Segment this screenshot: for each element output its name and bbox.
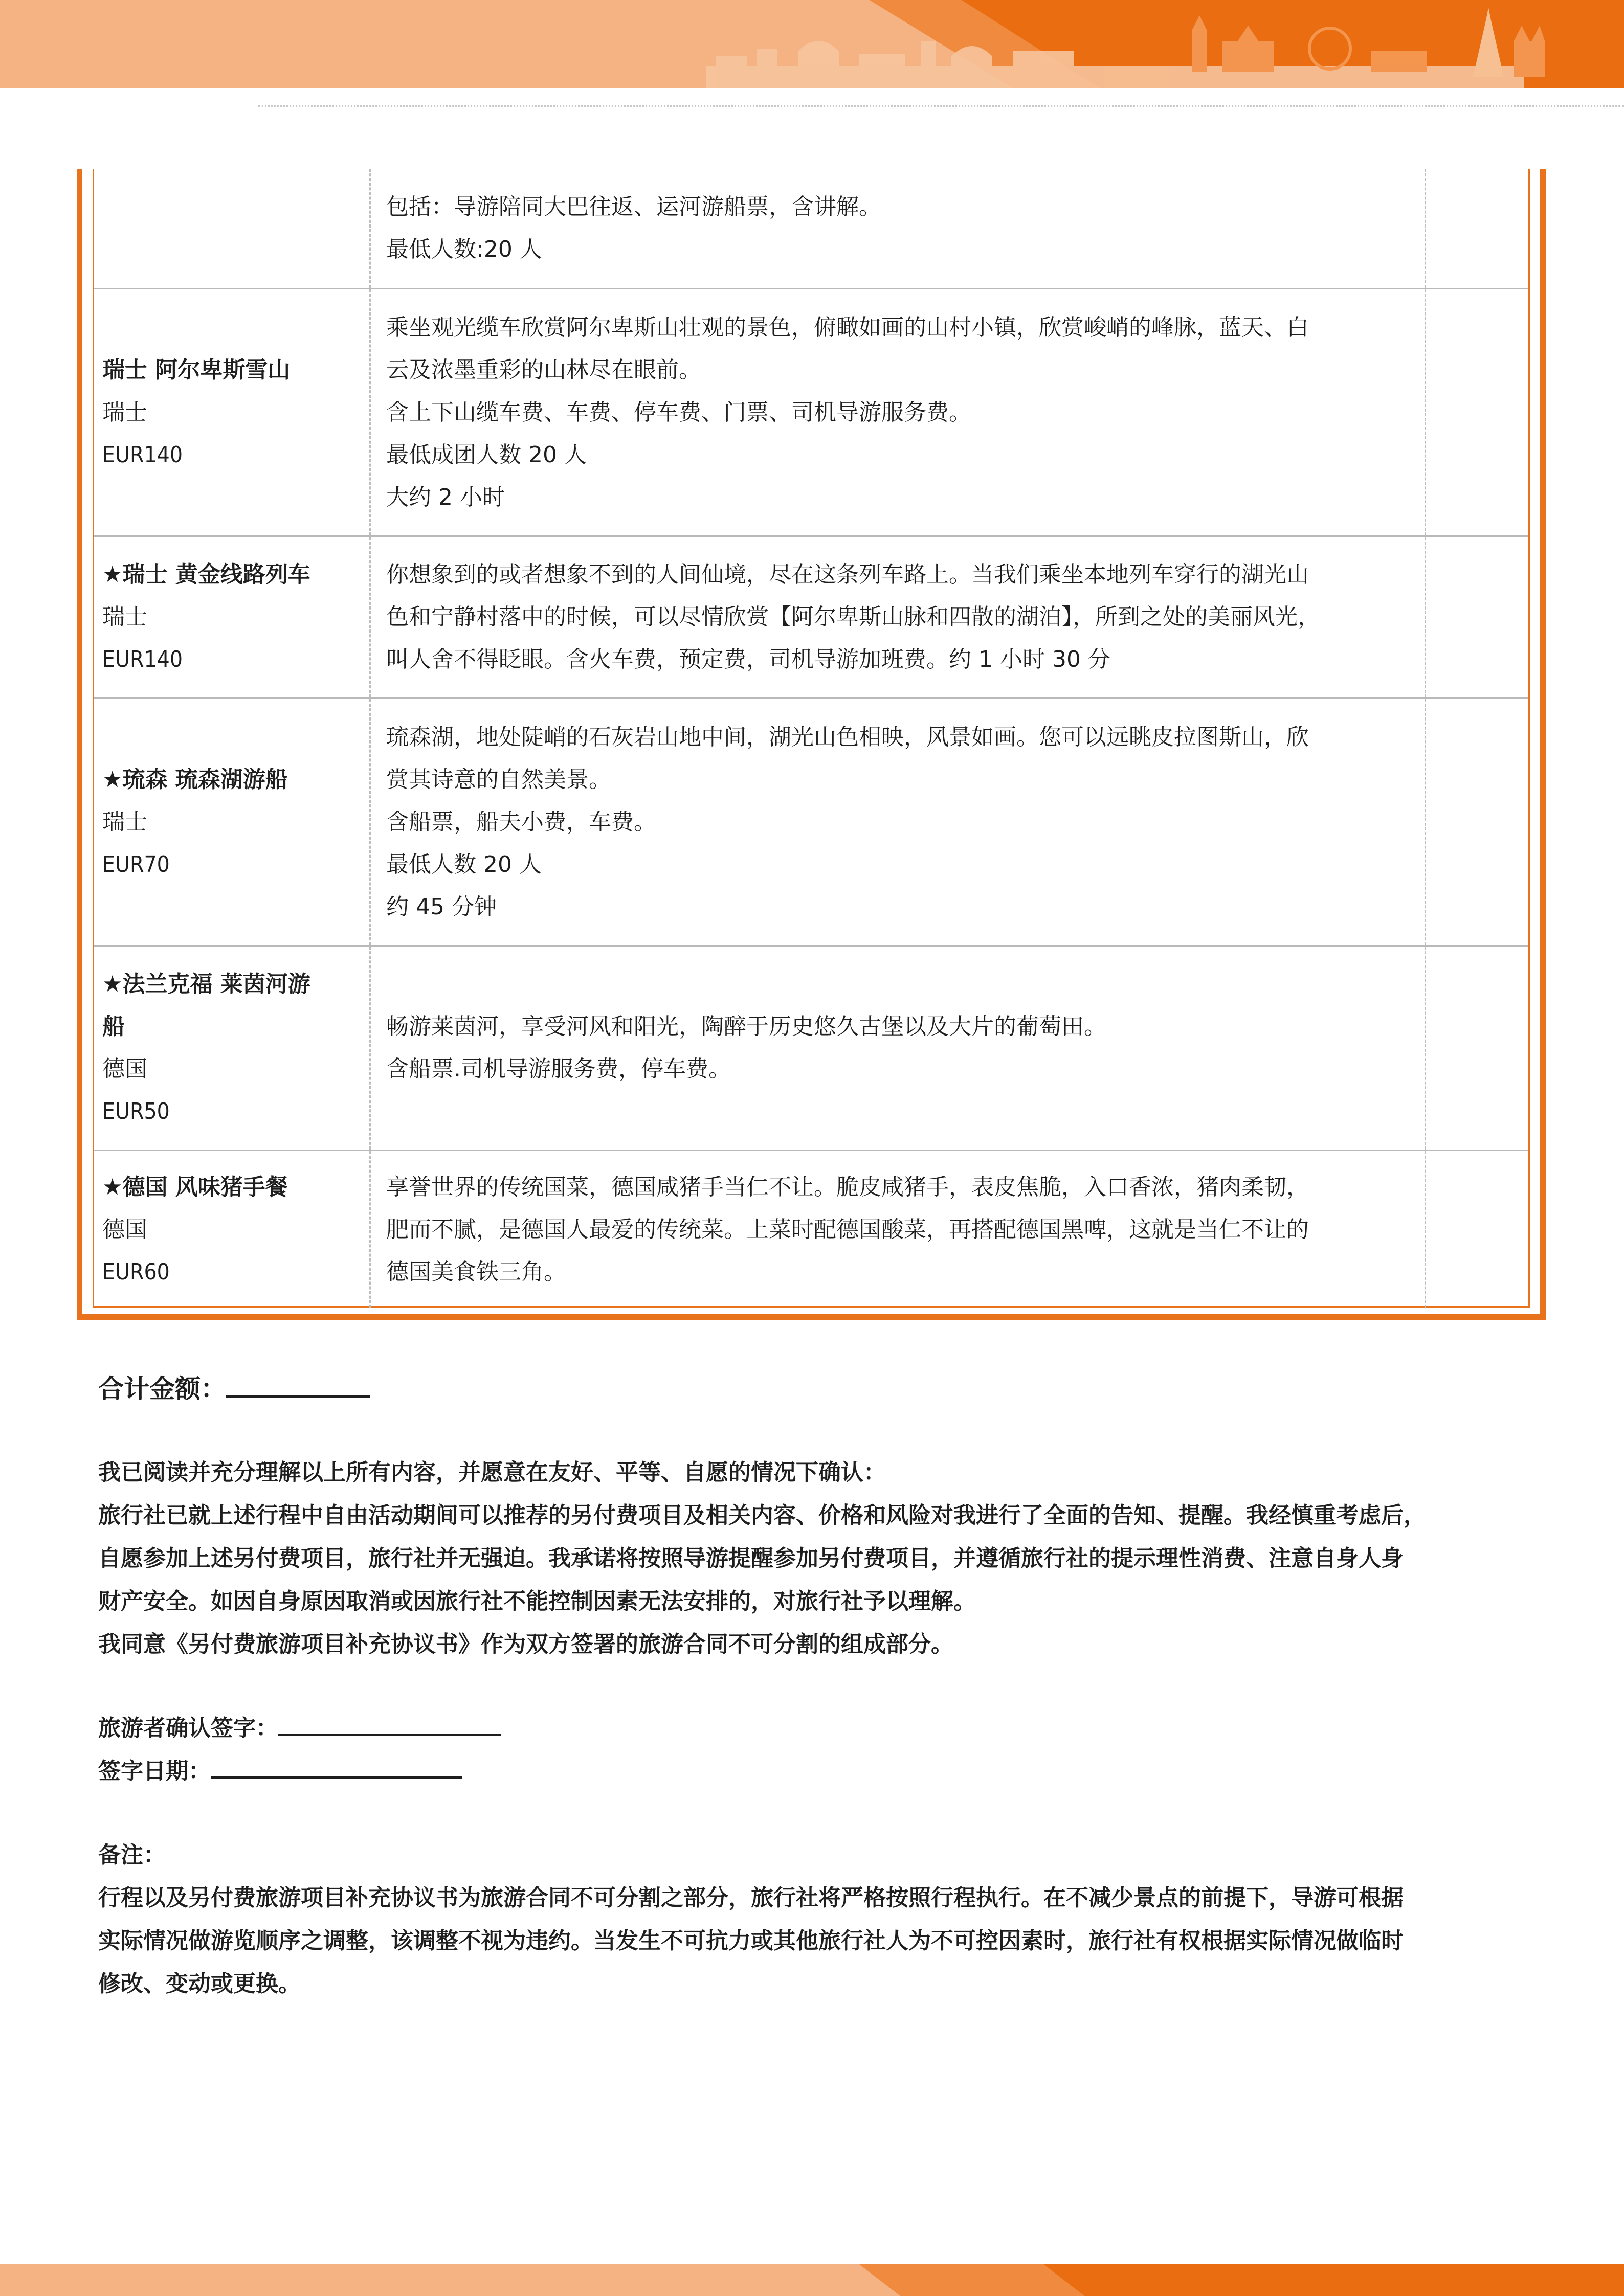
item-country: 瑞士 — [102, 808, 147, 835]
item-name-cell — [94, 169, 370, 288]
item-price: EUR140 — [102, 646, 183, 672]
total-label: 合计金额： — [98, 1374, 226, 1404]
item-name-cell — [94, 536, 370, 698]
table-row — [94, 169, 1528, 288]
header-banner — [0, 0, 1624, 88]
header-divider — [258, 105, 1624, 107]
table-row — [94, 1150, 1528, 1308]
item-desc-line: 享誉世界的传统国菜，德国咸猪手当仁不让。脆皮咸猪手，表皮焦脆，入口香浓，猪肉柔韧， — [386, 1174, 1309, 1200]
total-amount-field[interactable] — [226, 1390, 370, 1398]
signature-cell — [1426, 946, 1529, 1150]
item-desc-line: 最低成团人数 20 人 — [386, 441, 587, 468]
item-desc-line: 叫人舍不得眨眼。含火车费，预定费，司机导游加班费。约 1 小时 30 分 — [386, 646, 1110, 672]
confirmation-line: 财产安全。如因自身原因取消或因旅行社不能控制因素无法安排的，对旅行社予以理解。 — [98, 1588, 976, 1614]
item-desc-line: 畅游莱茵河，享受河风和阳光，陶醉于历史悠久古堡以及大片的葡萄田。 — [386, 1014, 1106, 1040]
footer-banner — [0, 2264, 1624, 2296]
item-country: 瑞士 — [102, 604, 147, 630]
item-desc-line: 约 45 分钟 — [386, 893, 497, 920]
item-name-cell — [94, 1150, 370, 1308]
remarks-section — [98, 1834, 1404, 2006]
item-desc-line: 肥而不腻，是德国人最爱的传统菜。上菜时配德国酸菜，再搭配德国黑啤，这就是当仁不让的 — [386, 1216, 1309, 1243]
confirmation-line: 我已阅读并充分理解以上所有内容，并愿意在友好、平等、自愿的情况下确认： — [98, 1459, 886, 1485]
confirmation-text — [98, 1451, 1426, 1666]
remarks-line: 修改、变动或更换。 — [98, 1971, 301, 1997]
signature-cell — [1426, 1150, 1529, 1308]
date-row — [98, 1750, 501, 1793]
item-desc-line: 含上下山缆车费、车费、停车费、门票、司机导游服务费。 — [386, 399, 971, 425]
item-desc-line: 你想象到的或者想象不到的人间仙境，尽在这条列车路上。当我们乘坐本地列车穿行的湖光山 — [386, 561, 1309, 588]
item-desc-line: 德国美食铁三角。 — [386, 1258, 566, 1285]
item-name-cell — [94, 698, 370, 946]
remarks-title: 备注： — [98, 1842, 166, 1868]
signature-cell — [1426, 698, 1529, 946]
item-price: EUR60 — [102, 1258, 170, 1285]
item-title: ★琉森 琉森湖游船 — [102, 766, 288, 793]
item-title: 船 — [102, 1014, 125, 1040]
item-name-cell — [94, 946, 370, 1150]
item-desc-line: 云及浓墨重彩的山林尽在眼前。 — [386, 356, 701, 383]
date-field[interactable] — [211, 1771, 462, 1779]
item-desc-line: 最低人数:20 人 — [386, 236, 542, 263]
item-desc-line: 含船票，船夫小费，车费。 — [386, 808, 656, 835]
confirmation-line: 自愿参加上述另付费项目，旅行社并无强迫。我承诺将按照导游提醒参加另付费项目，并遵循旅行社的提示理性消费、注意自身人身 — [98, 1545, 1404, 1571]
signature-cell — [1426, 536, 1529, 698]
signature-field[interactable] — [278, 1728, 501, 1736]
total-amount — [98, 1367, 370, 1410]
item-desc-cell — [370, 536, 1426, 698]
excursion-table — [77, 169, 1546, 1320]
item-country: 德国 — [102, 1216, 147, 1243]
table-row — [94, 536, 1528, 698]
item-country: 瑞士 — [102, 399, 147, 425]
confirmation-line: 旅行社已就上述行程中自由活动期间可以推荐的另付费项目及相关内容、价格和风险对我进行了全面的告知、提醒。我经慎重考虑后， — [98, 1502, 1426, 1528]
item-desc-cell — [370, 698, 1426, 946]
signature-cell — [1426, 288, 1529, 536]
item-price: EUR140 — [102, 441, 183, 468]
item-title: ★瑞士 黄金线路列车 — [102, 561, 310, 588]
remarks-line: 实际情况做游览顺序之调整，该调整不视为违约。当发生不可抗力或其他旅行社人为不可控因素时，旅行社有权根据实际情况做临时 — [98, 1928, 1404, 1954]
confirmation-line: 我同意《另付费旅游项目补充协议书》作为双方签署的旅游合同不可分割的组成部分。 — [98, 1631, 953, 1657]
date-label: 签字日期： — [98, 1758, 211, 1784]
item-desc-line: 包括：导游陪同大巴往返、运河游船票，含讲解。 — [386, 194, 881, 220]
signature-label: 旅游者确认签字： — [98, 1715, 278, 1741]
item-country: 德国 — [102, 1056, 147, 1082]
table-row — [94, 698, 1528, 946]
item-desc-cell — [370, 1150, 1426, 1308]
item-name-cell — [94, 288, 370, 536]
item-desc-line: 最低人数 20 人 — [386, 851, 542, 877]
item-price: EUR70 — [102, 851, 170, 877]
item-title: ★德国 风味猪手餐 — [102, 1174, 288, 1200]
table-row — [94, 288, 1528, 536]
item-title: ★法兰克福 莱茵河游 — [102, 971, 310, 997]
item-desc-line: 大约 2 小时 — [386, 484, 505, 510]
item-desc-line: 含船票.司机导游服务费，停车费。 — [386, 1056, 731, 1082]
item-price: EUR50 — [102, 1098, 170, 1124]
item-desc-line: 琉森湖，地处陡峭的石灰岩山地中间，湖光山色相映，风景如画。您可以远眺皮拉图斯山，欣 — [386, 724, 1309, 750]
item-desc-cell — [370, 169, 1426, 288]
item-desc-line: 赏其诗意的自然美景。 — [386, 766, 611, 793]
item-desc-line: 色和宁静村落中的时候，可以尽情欣赏【阿尔卑斯山脉和四散的湖泊】，所到之处的美丽风光， — [386, 604, 1320, 630]
item-desc-cell — [370, 288, 1426, 536]
signature-section — [98, 1707, 501, 1793]
item-desc-line: 乘坐观光缆车欣赏阿尔卑斯山壮观的景色，俯瞰如画的山村小镇，欣赏峻峭的峰脉，蓝天、白 — [386, 314, 1309, 341]
signature-row — [98, 1707, 501, 1750]
item-title: 瑞士 阿尔卑斯雪山 — [102, 356, 291, 383]
remarks-line: 行程以及另付费旅游项目补充协议书为旅游合同不可分割之部分，旅行社将严格按照行程执行。在不减少景点的前提下，导游可根据 — [98, 1885, 1404, 1911]
table-row — [94, 946, 1528, 1150]
item-desc-cell — [370, 946, 1426, 1150]
signature-cell — [1426, 169, 1529, 288]
